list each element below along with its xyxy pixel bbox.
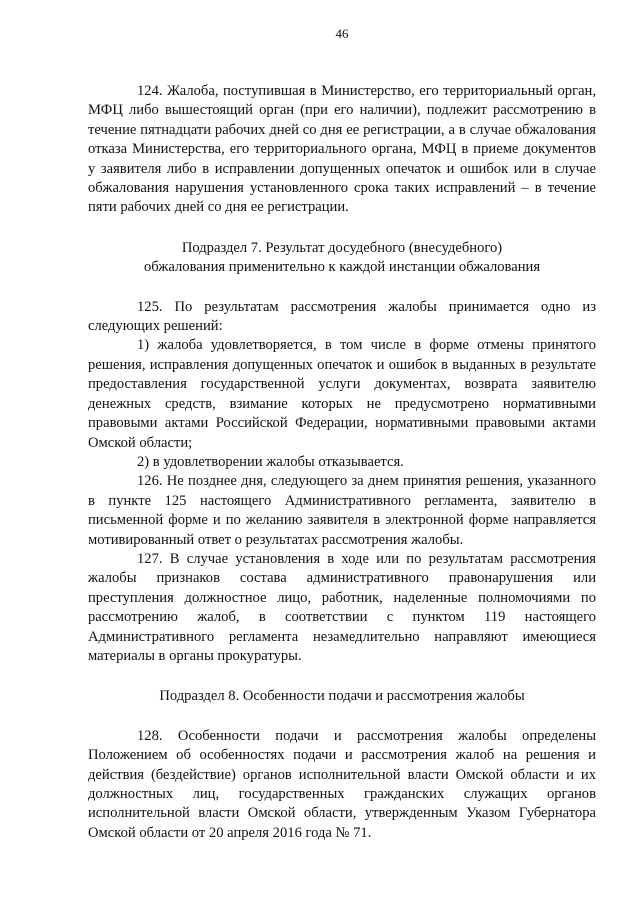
- paragraph-124: 124. Жалоба, поступившая в Министерство, его территориальный орган, МФЦ либо вышестоящий орган (при его наличии), подлежит рассмотрению в течение пятнадцати рабочих дней со дня ее регистрации, а в случае обжалования отказа Министерства, его территориального органа, МФЦ в приеме документов у заявителя либо в исправлении допущенных опечаток и ошибок или в случае обжалования нарушения установленного срока таких исправлений – в течение пяти рабочих дней со дня ее регистрации.: [88, 83, 596, 216]
- paragraph-125: 125. По результатам рассмотрения жалобы принимается одно из следующих решений:: [88, 298, 596, 335]
- subsection-8-heading: Подраздел 8. Особенности подачи и рассмотрения жалобы: [159, 688, 525, 705]
- paragraph-125-item-2: 2) в удовлетворении жалобы отказывается.: [137, 453, 404, 470]
- document-page: [88, 26, 596, 843]
- subsection-7-heading-line-1: Подраздел 7. Результат досудебного (внесудебного): [181, 239, 503, 256]
- subsection-7-heading-line-2: обжалования применительно к каждой инстанции обжалования: [143, 259, 541, 276]
- paragraph-127: 127. В случае установления в ходе или по результатам рассмотрения жалобы признаков состава административного правонарушения или преступления должностное лицо, работник, наделенные полномочиями по рассмотрению жалоб, в соответствии с пунктом 119 настоящего Административного регламента незамедлительно направляют имеющиеся материалы в органы прокуратуры.: [88, 550, 596, 664]
- paragraph-125-item-1: 1) жалоба удовлетворяется, в том числе в форме отмены принятого решения, исправления допущенных опечаток и ошибок в выданных в результате предоставления государственной услуги документах, возврата заявителю денежных средств, взимание которых не предусмотрено нормативными правовыми актами Российской Федерации, нормативными правовыми актами Омской области;: [88, 337, 596, 451]
- paragraph-126: 126. Не позднее дня, следующего за днем принятия решения, указанного в пункте 125 настоящего Административного регламента, заявителю в письменной форме и по желанию заявителя в электронной форме направляется мотивированный ответ о результатах рассмотрения жалобы.: [88, 473, 596, 548]
- paragraph-128: 128. Особенности подачи и рассмотрения жалобы определены Положением об особенностях подачи и рассмотрения жалоб на решения и действия (бездействие) органов исполнительной власти Омской области и их должностных лиц, государственных гражданских служащих органов исполнительной власти Омской области, утвержденным Указом Губернатора Омской области от 20 апреля 2016 года № 71.: [88, 727, 596, 841]
- page-number: 46: [335, 26, 349, 41]
